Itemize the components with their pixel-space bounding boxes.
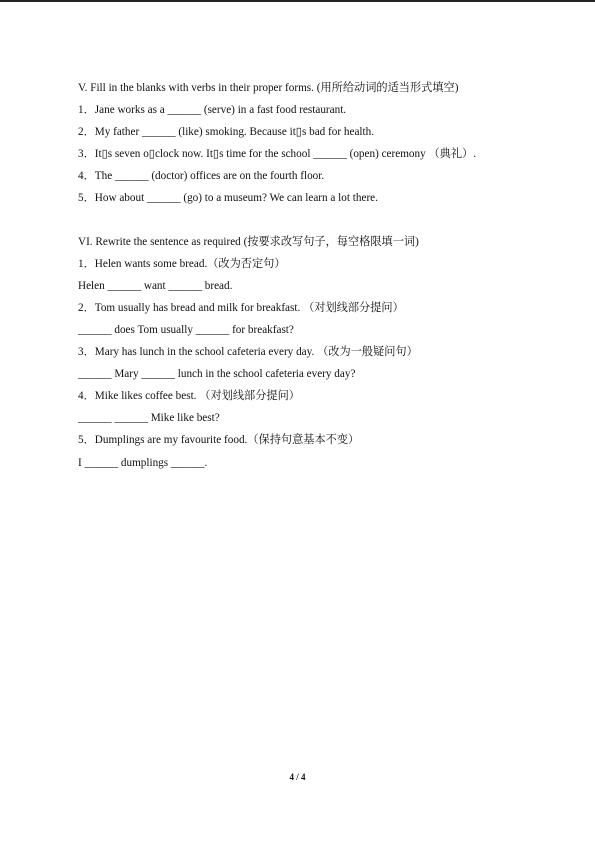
- section-5-item-5: 5．How about ______ (go) to a museum? We can learn a lot there.: [78, 192, 378, 204]
- section-6-answer-2: ______ does Tom usually ______ for breakfast?: [78, 324, 294, 336]
- section-5-item-3: 3．It▯s seven o▯clock now. It▯s time for the school ______ (open) ceremony （典礼）.: [78, 148, 477, 160]
- section-6-question-5: 5．Dumplings are my favourite food.（保持句意基本不变）: [78, 434, 360, 446]
- top-border-line: [0, 0, 595, 2]
- section-5-item-4: 4．The ______ (doctor) offices are on the fourth floor.: [78, 170, 325, 182]
- section-6-answer-5: I ______ dumplings ______.: [78, 457, 208, 469]
- section-6-answer-4: ______ ______ Mike like best?: [78, 412, 220, 424]
- section-6-question-2: 2．Tom usually has bread and milk for breakfast. （对划线部分提问）: [78, 302, 404, 314]
- section-6-question-4: 4．Mike likes coffee best. （对划线部分提问）: [78, 390, 300, 402]
- section-6-answer-3: ______ Mary ______ lunch in the school cafeteria every day?: [78, 368, 356, 380]
- section-6-heading: VI. Rewrite the sentence as required (按要求改写句子，每空格限填一词): [78, 236, 419, 248]
- section-5-item-2: 2．My father ______ (like) smoking. Because it▯s bad for health.: [78, 126, 375, 138]
- section-6-question-1: 1．Helen wants some bread.（改为否定句）: [78, 258, 286, 270]
- page-number: 4 / 4: [289, 772, 306, 782]
- section-5-heading: V. Fill in the blanks with verbs in their proper forms. (用所给动词的适当形式填空): [78, 82, 459, 94]
- section-6-answer-1: Helen ______ want ______ bread.: [78, 280, 233, 292]
- section-6-question-3: 3．Mary has lunch in the school cafeteria every day. （改为一般疑问句）: [78, 346, 418, 358]
- section-5-item-1: 1．Jane works as a ______ (serve) in a fast food restaurant.: [78, 104, 347, 116]
